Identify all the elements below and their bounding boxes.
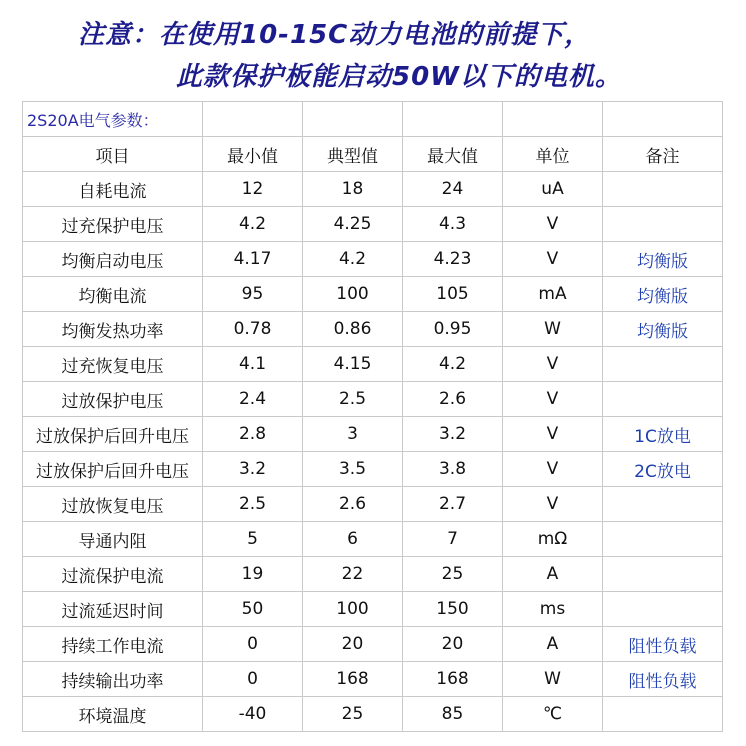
table-row [23,697,723,732]
cell-note [603,697,723,732]
cell-min: 2.4 [203,382,303,417]
cell-min: 5 [203,522,303,557]
cell-unit: V [503,207,603,242]
cell-max: 2.7 [403,487,503,522]
cell-typ: 100 [303,592,403,627]
cell-min: 4.2 [203,207,303,242]
table-row [23,557,723,592]
empty-cell [503,102,603,137]
cell-unit: uA [503,172,603,207]
empty-cell [603,102,723,137]
cell-unit: W [503,662,603,697]
cell-unit: ℃ [503,697,603,732]
table-row [23,277,723,312]
notice-line-1: 注意：在使用10-15C动力电池的前提下， [78,20,592,50]
table-row [23,347,723,382]
cell-max: 20 [403,627,503,662]
header-row [23,137,723,172]
table-row [23,487,723,522]
cell-item: 过放恢复电压 [23,487,203,522]
cell-note [603,592,723,627]
cell-unit: V [503,452,603,487]
cell-unit: A [503,557,603,592]
cell-item: 均衡启动电压 [23,242,203,277]
table-row [23,417,723,452]
cell-item: 过流保护电流 [23,557,203,592]
empty-cell [403,102,503,137]
cell-min: 4.1 [203,347,303,382]
table-row [23,522,723,557]
cell-item: 持续输出功率 [23,662,203,697]
cell-item: 导通内阻 [23,522,203,557]
header-note: 备注 [603,137,723,172]
caption-row [23,102,723,137]
table-row [23,627,723,662]
spec-table-body [23,102,723,732]
cell-item: 持续工作电流 [23,627,203,662]
cell-max: 0.95 [403,312,503,347]
cell-note: 1C放电 [603,417,723,452]
cell-item: 过充保护电压 [23,207,203,242]
cell-item: 环境温度 [23,697,203,732]
header-max: 最大值 [403,137,503,172]
cell-item: 过充恢复电压 [23,347,203,382]
cell-typ: 4.15 [303,347,403,382]
cell-typ: 2.6 [303,487,403,522]
cell-typ: 4.2 [303,242,403,277]
cell-max: 3.8 [403,452,503,487]
cell-max: 168 [403,662,503,697]
header-unit: 单位 [503,137,603,172]
cell-typ: 20 [303,627,403,662]
cell-item: 均衡发热功率 [23,312,203,347]
header-typ: 典型值 [303,137,403,172]
cell-note: 均衡版 [603,312,723,347]
header-item: 项目 [23,137,203,172]
table-row [23,592,723,627]
cell-min: 4.17 [203,242,303,277]
cell-item: 过流延迟时间 [23,592,203,627]
cell-item: 过放保护后回升电压 [23,417,203,452]
cell-typ: 3.5 [303,452,403,487]
cell-note [603,347,723,382]
cell-unit: mΩ [503,522,603,557]
cell-max: 7 [403,522,503,557]
cell-unit: ms [503,592,603,627]
cell-note [603,172,723,207]
cell-typ: 25 [303,697,403,732]
cell-min: 0 [203,627,303,662]
cell-max: 3.2 [403,417,503,452]
cell-unit: W [503,312,603,347]
notice-line-2: 此款保护板能启动50W以下的电机。 [176,62,622,92]
cell-unit: mA [503,277,603,312]
cell-typ: 100 [303,277,403,312]
cell-max: 150 [403,592,503,627]
cell-max: 105 [403,277,503,312]
cell-typ: 6 [303,522,403,557]
cell-note [603,522,723,557]
cell-max: 25 [403,557,503,592]
cell-max: 85 [403,697,503,732]
empty-cell [203,102,303,137]
table-row [23,662,723,697]
cell-item: 均衡电流 [23,277,203,312]
cell-unit: A [503,627,603,662]
cell-min: 2.8 [203,417,303,452]
cell-min: 19 [203,557,303,592]
cell-note: 阻性负载 [603,662,723,697]
cell-typ: 3 [303,417,403,452]
cell-note [603,207,723,242]
table-caption: 2S20A电气参数： [23,102,203,137]
cell-note: 均衡版 [603,242,723,277]
cell-typ: 4.25 [303,207,403,242]
cell-min: 0 [203,662,303,697]
cell-unit: V [503,487,603,522]
cell-typ: 2.5 [303,382,403,417]
cell-item: 过放保护电压 [23,382,203,417]
cell-note [603,382,723,417]
cell-max: 4.2 [403,347,503,382]
cell-note: 2C放电 [603,452,723,487]
header-min: 最小值 [203,137,303,172]
cell-max: 4.23 [403,242,503,277]
cell-max: 24 [403,172,503,207]
table-row [23,382,723,417]
cell-unit: V [503,242,603,277]
cell-note: 均衡版 [603,277,723,312]
cell-typ: 18 [303,172,403,207]
cell-min: 0.78 [203,312,303,347]
cell-note [603,557,723,592]
cell-item: 自耗电流 [23,172,203,207]
table-row [23,312,723,347]
cell-typ: 0.86 [303,312,403,347]
cell-max: 4.3 [403,207,503,242]
cell-min: 2.5 [203,487,303,522]
table-row [23,242,723,277]
cell-note: 阻性负载 [603,627,723,662]
cell-min: 3.2 [203,452,303,487]
cell-min: 50 [203,592,303,627]
notice-banner [0,0,746,100]
empty-cell [303,102,403,137]
cell-min: 95 [203,277,303,312]
spec-table [22,101,723,732]
cell-typ: 168 [303,662,403,697]
cell-unit: V [503,347,603,382]
cell-min: 12 [203,172,303,207]
table-row [23,172,723,207]
cell-note [603,487,723,522]
cell-typ: 22 [303,557,403,592]
cell-min: -40 [203,697,303,732]
cell-unit: V [503,382,603,417]
cell-item: 过放保护后回升电压 [23,452,203,487]
cell-max: 2.6 [403,382,503,417]
cell-unit: V [503,417,603,452]
table-row [23,207,723,242]
table-row [23,452,723,487]
